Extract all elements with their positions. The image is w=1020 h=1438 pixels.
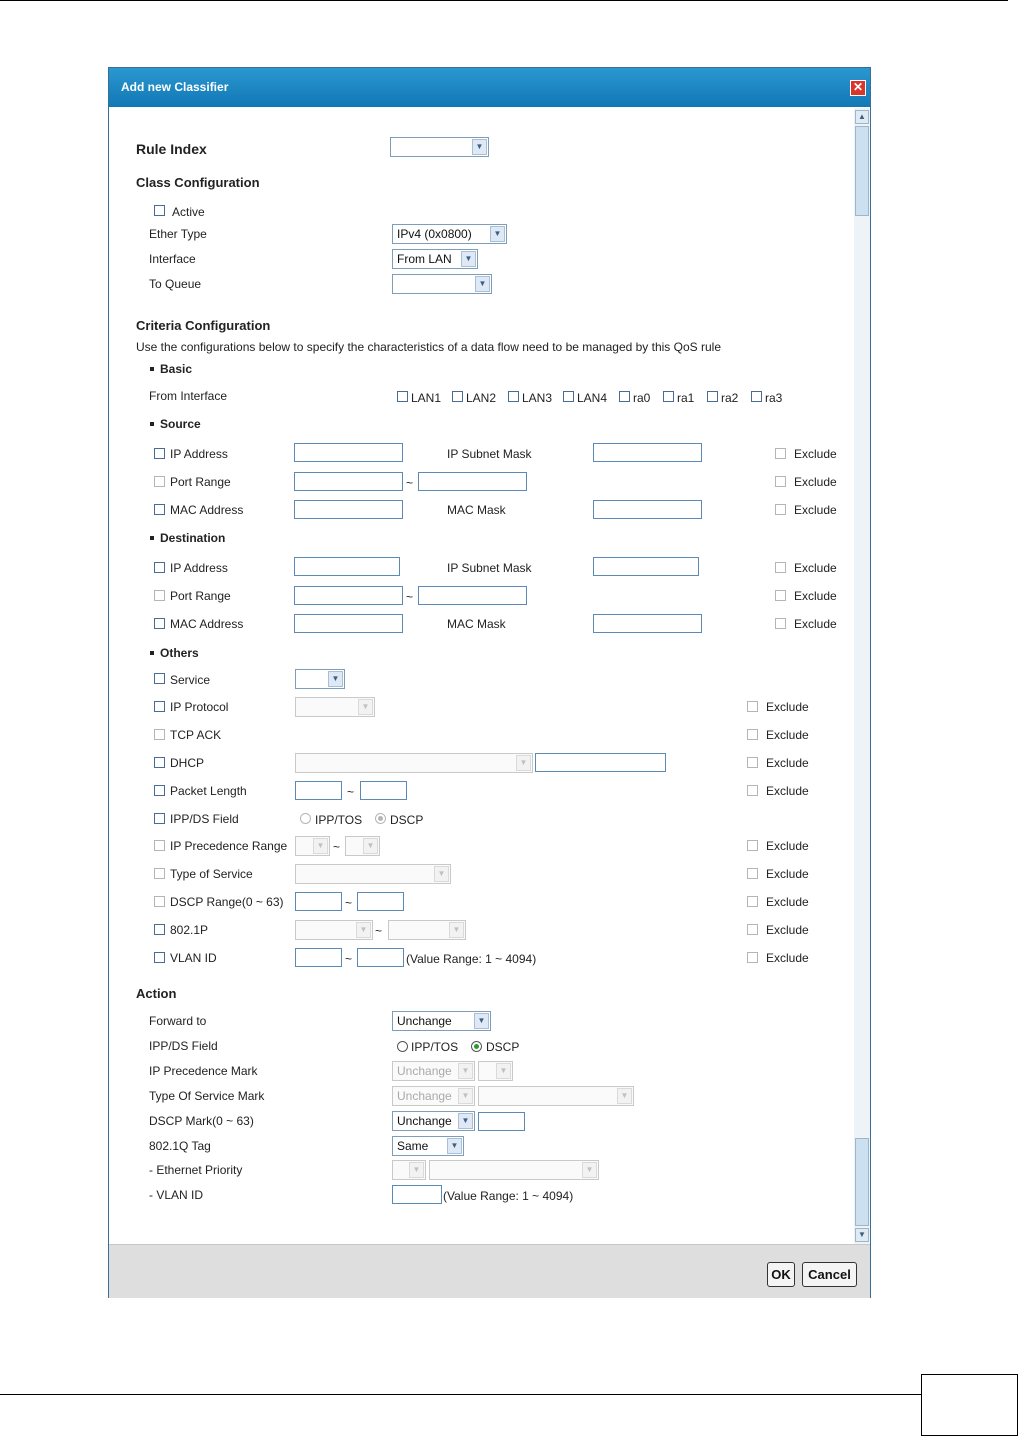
from-interface-label: From Interface bbox=[149, 389, 228, 403]
dot1p-min-select[interactable] bbox=[295, 920, 373, 940]
service-label: Service bbox=[170, 673, 211, 687]
dst-ip-checkbox[interactable] bbox=[154, 562, 165, 573]
ipp-ds-checkbox[interactable] bbox=[154, 813, 165, 824]
ip-protocol-checkbox[interactable] bbox=[154, 701, 165, 712]
src-mask-input[interactable] bbox=[593, 443, 702, 462]
chevron-down-icon: ▼ bbox=[313, 838, 328, 854]
dscp-mark-input[interactable] bbox=[478, 1112, 525, 1131]
dot1p-checkbox[interactable] bbox=[154, 924, 165, 935]
tilde: ~ bbox=[345, 896, 353, 910]
packet-length-min-input[interactable] bbox=[295, 781, 342, 800]
ip-precedence-mark-select[interactable]: Unchange ▼ bbox=[392, 1061, 475, 1081]
ethernet-priority-value-select[interactable] bbox=[429, 1160, 599, 1180]
src-mac-label: MAC Address bbox=[170, 503, 244, 517]
ra2-checkbox[interactable] bbox=[707, 391, 718, 402]
tilde: ~ bbox=[406, 476, 414, 490]
others-heading: Others bbox=[160, 646, 199, 660]
dhcp-exclude-checkbox[interactable] bbox=[747, 757, 758, 768]
chevron-down-icon: ▼ bbox=[458, 1063, 473, 1079]
exclude-label: Exclude bbox=[794, 503, 837, 517]
ra3-checkbox[interactable] bbox=[751, 391, 762, 402]
dst-mac-mask-label: MAC Mask bbox=[447, 617, 506, 631]
scroll-thumb[interactable] bbox=[855, 126, 869, 216]
dot1p-label: 802.1P bbox=[170, 923, 209, 937]
bullet bbox=[150, 651, 154, 655]
src-port-exclude-checkbox[interactable] bbox=[775, 476, 786, 487]
exclude-label: Exclude bbox=[794, 475, 837, 489]
vertical-scrollbar[interactable] bbox=[854, 108, 870, 1244]
exclude-label: Exclude bbox=[794, 617, 837, 631]
exclude-label: Exclude bbox=[794, 589, 837, 603]
dst-ip-input[interactable] bbox=[294, 557, 400, 576]
dscp-range-min-input[interactable] bbox=[295, 892, 342, 911]
action-heading: Action bbox=[136, 986, 177, 1001]
chevron-down-icon: ▼ bbox=[472, 139, 487, 155]
dhcp-checkbox[interactable] bbox=[154, 757, 165, 768]
tilde: ~ bbox=[406, 590, 414, 604]
lan4-checkbox[interactable] bbox=[563, 391, 574, 402]
scroll-up-icon[interactable]: ▲ bbox=[855, 110, 869, 124]
rule-index-select[interactable] bbox=[390, 137, 489, 157]
src-mac-input[interactable] bbox=[294, 500, 403, 519]
dhcp-select[interactable] bbox=[295, 753, 533, 773]
scroll-down-icon[interactable]: ▼ bbox=[855, 1228, 869, 1242]
vlan-id-min-input[interactable] bbox=[295, 948, 342, 967]
dst-ip-label: IP Address bbox=[170, 561, 228, 575]
forward-to-select[interactable]: Unchange ▼ bbox=[392, 1011, 491, 1031]
ether-type-select[interactable]: IPv4 (0x0800) ▼ bbox=[392, 224, 507, 244]
active-checkbox[interactable] bbox=[154, 205, 165, 216]
basic-heading: Basic bbox=[160, 362, 193, 376]
src-ip-exclude-checkbox[interactable] bbox=[775, 448, 786, 459]
ip-precedence-label: IP Precedence Range bbox=[170, 839, 288, 853]
exclude-label: Exclude bbox=[766, 756, 809, 770]
bullet bbox=[150, 422, 154, 426]
chevron-down-icon: ▼ bbox=[582, 1162, 597, 1178]
exclude-label: Exclude bbox=[766, 895, 809, 909]
dot1p-exclude-checkbox[interactable] bbox=[747, 924, 758, 935]
dst-mac-exclude-checkbox[interactable] bbox=[775, 618, 786, 629]
dst-mac-input[interactable] bbox=[294, 614, 403, 633]
to-queue-label: To Queue bbox=[149, 277, 202, 291]
to-queue-select[interactable] bbox=[392, 274, 492, 294]
cancel-button[interactable]: Cancel bbox=[802, 1262, 857, 1287]
dscp-range-checkbox[interactable] bbox=[154, 896, 165, 907]
class-config-heading: Class Configuration bbox=[136, 175, 260, 190]
lan2-checkbox[interactable] bbox=[452, 391, 463, 402]
tos-mark-select[interactable]: Unchange ▼ bbox=[392, 1086, 475, 1106]
dst-mac-label: MAC Address bbox=[170, 617, 244, 631]
page-top-rule bbox=[0, 0, 1008, 1]
exclude-label: Exclude bbox=[766, 728, 809, 742]
bullet bbox=[150, 536, 154, 540]
vlan-id-label: VLAN ID bbox=[170, 951, 217, 965]
page-bottom-rule bbox=[0, 1394, 922, 1395]
src-mac-checkbox[interactable] bbox=[154, 504, 165, 515]
chevron-down-icon: ▼ bbox=[461, 251, 476, 267]
criteria-heading: Criteria Configuration bbox=[136, 318, 271, 333]
source-heading: Source bbox=[160, 417, 201, 431]
lan1-label: LAN1 bbox=[411, 391, 442, 405]
dst-mac-mask-input[interactable] bbox=[593, 614, 702, 633]
exclude-label: Exclude bbox=[766, 839, 809, 853]
dscp-label: DSCP bbox=[390, 813, 424, 827]
action-dscp-label: DSCP bbox=[486, 1040, 520, 1054]
page-number-box bbox=[921, 1374, 1018, 1436]
active-label: Active bbox=[172, 205, 205, 219]
src-ip-label: IP Address bbox=[170, 447, 228, 461]
src-mac-mask-input[interactable] bbox=[593, 500, 702, 519]
vlan-id-exclude-checkbox[interactable] bbox=[747, 952, 758, 963]
scroll-thumb-lower[interactable] bbox=[855, 1138, 869, 1226]
tcp-ack-label: TCP ACK bbox=[170, 728, 222, 742]
src-port-label: Port Range bbox=[170, 475, 231, 489]
action-ipp-tos-label: IPP/TOS bbox=[411, 1040, 459, 1054]
ipp-tos-radio[interactable] bbox=[300, 813, 311, 824]
src-mac-exclude-checkbox[interactable] bbox=[775, 504, 786, 515]
dialog-footer bbox=[109, 1244, 870, 1298]
tilde: ~ bbox=[345, 952, 353, 966]
ether-type-label: Ether Type bbox=[149, 227, 207, 241]
lan1-checkbox[interactable] bbox=[397, 391, 408, 402]
packet-length-exclude-checkbox[interactable] bbox=[747, 785, 758, 796]
dst-port-label: Port Range bbox=[170, 589, 231, 603]
ip-precedence-mark-value-select[interactable] bbox=[478, 1061, 513, 1081]
chevron-down-icon: ▼ bbox=[356, 922, 371, 938]
chevron-down-icon: ▼ bbox=[449, 922, 464, 938]
src-port-start-input[interactable] bbox=[294, 472, 403, 491]
packet-length-max-input[interactable] bbox=[360, 781, 407, 800]
src-port-end-input[interactable] bbox=[418, 472, 527, 491]
ipp-tos-label: IPP/TOS bbox=[315, 813, 363, 827]
ipp-ds-label: IPP/DS Field bbox=[170, 812, 239, 826]
action-ipp-ds-label: IPP/DS Field bbox=[149, 1039, 218, 1053]
type-of-service-label: Type of Service bbox=[170, 867, 253, 881]
type-of-service-exclude-checkbox[interactable] bbox=[747, 868, 758, 879]
dst-port-exclude-checkbox[interactable] bbox=[775, 590, 786, 601]
exclude-label: Exclude bbox=[794, 561, 837, 575]
ip-precedence-checkbox[interactable] bbox=[154, 840, 165, 851]
src-mac-mask-label: MAC Mask bbox=[447, 503, 506, 517]
dst-port-start-input[interactable] bbox=[294, 586, 403, 605]
ra0-label: ra0 bbox=[633, 391, 651, 405]
dst-port-checkbox[interactable] bbox=[154, 590, 165, 601]
tilde: ~ bbox=[347, 785, 355, 799]
interface-select[interactable]: From LAN ▼ bbox=[392, 249, 478, 269]
exclude-label: Exclude bbox=[766, 700, 809, 714]
lan2-label: LAN2 bbox=[466, 391, 497, 405]
tilde: ~ bbox=[375, 924, 383, 938]
dialog-title: Add new Classifier bbox=[121, 80, 229, 94]
dscp-range-label: DSCP Range(0 ~ 63) bbox=[170, 895, 284, 909]
lan3-checkbox[interactable] bbox=[508, 391, 519, 402]
dscp-mark-select[interactable]: Unchange ▼ bbox=[392, 1111, 475, 1131]
dst-mask-label: IP Subnet Mask bbox=[447, 561, 532, 575]
src-ip-checkbox[interactable] bbox=[154, 448, 165, 459]
chevron-down-icon: ▼ bbox=[458, 1088, 473, 1104]
interface-label: Interface bbox=[149, 252, 196, 266]
tcp-ack-exclude-checkbox[interactable] bbox=[747, 729, 758, 740]
chevron-down-icon: ▼ bbox=[409, 1162, 424, 1178]
ip-protocol-select[interactable] bbox=[295, 697, 375, 717]
add-classifier-dialog bbox=[108, 67, 871, 1298]
chevron-down-icon: ▼ bbox=[328, 671, 343, 687]
ra1-label: ra1 bbox=[677, 391, 695, 405]
vlan-id-max-input[interactable] bbox=[357, 948, 404, 967]
dst-mac-checkbox[interactable] bbox=[154, 618, 165, 629]
ethernet-priority-label: - Ethernet Priority bbox=[149, 1163, 243, 1177]
ip-protocol-label: IP Protocol bbox=[170, 700, 229, 714]
dst-port-end-input[interactable] bbox=[418, 586, 527, 605]
chevron-down-icon: ▼ bbox=[617, 1088, 632, 1104]
tcp-ack-checkbox[interactable] bbox=[154, 729, 165, 740]
chevron-down-icon: ▼ bbox=[458, 1113, 473, 1129]
dialog-titlebar bbox=[109, 68, 870, 107]
dst-ip-exclude-checkbox[interactable] bbox=[775, 562, 786, 573]
close-icon[interactable]: ✕ bbox=[850, 80, 866, 96]
src-mask-label: IP Subnet Mask bbox=[447, 447, 532, 461]
type-of-service-select[interactable] bbox=[295, 864, 451, 884]
type-of-service-checkbox[interactable] bbox=[154, 868, 165, 879]
destination-heading: Destination bbox=[160, 531, 226, 545]
dscp-mark-label: DSCP Mark(0 ~ 63) bbox=[149, 1114, 254, 1128]
criteria-description: Use the configurations below to specify the characteristics of a data flow need to be managed by this QoS rule bbox=[136, 340, 721, 354]
service-select[interactable] bbox=[295, 669, 345, 689]
tilde: ~ bbox=[333, 840, 341, 854]
rule-index-label: Rule Index bbox=[136, 141, 207, 157]
chevron-down-icon: ▼ bbox=[434, 866, 449, 882]
tos-mark-value-select[interactable] bbox=[478, 1086, 634, 1106]
ra3-label: ra3 bbox=[765, 391, 783, 405]
ip-protocol-exclude-checkbox[interactable] bbox=[747, 701, 758, 712]
chevron-down-icon: ▼ bbox=[358, 699, 373, 715]
chevron-down-icon: ▼ bbox=[447, 1138, 462, 1154]
ethernet-priority-select[interactable] bbox=[392, 1160, 426, 1180]
dst-mask-input[interactable] bbox=[593, 557, 699, 576]
ok-button[interactable]: OK bbox=[767, 1262, 795, 1287]
dot1q-tag-label: 802.1Q Tag bbox=[149, 1139, 211, 1153]
chevron-down-icon: ▼ bbox=[496, 1063, 511, 1079]
chevron-down-icon: ▼ bbox=[516, 755, 531, 771]
dot1p-max-select[interactable] bbox=[388, 920, 466, 940]
action-vlan-id-input[interactable] bbox=[392, 1185, 442, 1204]
lan3-label: LAN3 bbox=[522, 391, 553, 405]
dhcp-value-input[interactable] bbox=[535, 753, 666, 772]
ra0-checkbox[interactable] bbox=[619, 391, 630, 402]
src-port-checkbox[interactable] bbox=[154, 476, 165, 487]
ip-precedence-max-select[interactable] bbox=[345, 836, 380, 856]
exclude-label: Exclude bbox=[766, 867, 809, 881]
exclude-label: Exclude bbox=[766, 923, 809, 937]
tos-mark-label: Type Of Service Mark bbox=[149, 1089, 265, 1103]
dhcp-label: DHCP bbox=[170, 756, 205, 770]
dscp-range-max-input[interactable] bbox=[357, 892, 404, 911]
ra2-label: ra2 bbox=[721, 391, 739, 405]
dot1q-tag-select[interactable]: Same ▼ bbox=[392, 1136, 464, 1156]
lan4-label: LAN4 bbox=[577, 391, 608, 405]
chevron-down-icon: ▼ bbox=[474, 1013, 489, 1029]
action-dscp-radio[interactable] bbox=[471, 1041, 482, 1052]
packet-length-checkbox[interactable] bbox=[154, 785, 165, 796]
dscp-range-exclude-checkbox[interactable] bbox=[747, 896, 758, 907]
chevron-down-icon: ▼ bbox=[363, 838, 378, 854]
forward-to-label: Forward to bbox=[149, 1014, 207, 1028]
exclude-label: Exclude bbox=[794, 447, 837, 461]
ip-precedence-min-select[interactable] bbox=[295, 836, 330, 856]
ip-precedence-exclude-checkbox[interactable] bbox=[747, 840, 758, 851]
dscp-radio[interactable] bbox=[375, 813, 386, 824]
action-ipp-tos-radio[interactable] bbox=[397, 1041, 408, 1052]
packet-length-label: Packet Length bbox=[170, 784, 247, 798]
action-vlan-id-label: - VLAN ID bbox=[149, 1188, 204, 1202]
exclude-label: Exclude bbox=[766, 951, 809, 965]
vlan-id-hint: (Value Range: 1 ~ 4094) bbox=[406, 952, 537, 966]
service-checkbox[interactable] bbox=[154, 673, 165, 684]
action-vlan-id-hint: (Value Range: 1 ~ 4094) bbox=[443, 1189, 574, 1203]
ip-precedence-mark-label: IP Precedence Mark bbox=[149, 1064, 258, 1078]
ra1-checkbox[interactable] bbox=[663, 391, 674, 402]
chevron-down-icon: ▼ bbox=[490, 226, 505, 242]
bullet bbox=[150, 367, 154, 371]
exclude-label: Exclude bbox=[766, 784, 809, 798]
chevron-down-icon: ▼ bbox=[475, 276, 490, 292]
vlan-id-checkbox[interactable] bbox=[154, 952, 165, 963]
src-ip-input[interactable] bbox=[294, 443, 403, 462]
